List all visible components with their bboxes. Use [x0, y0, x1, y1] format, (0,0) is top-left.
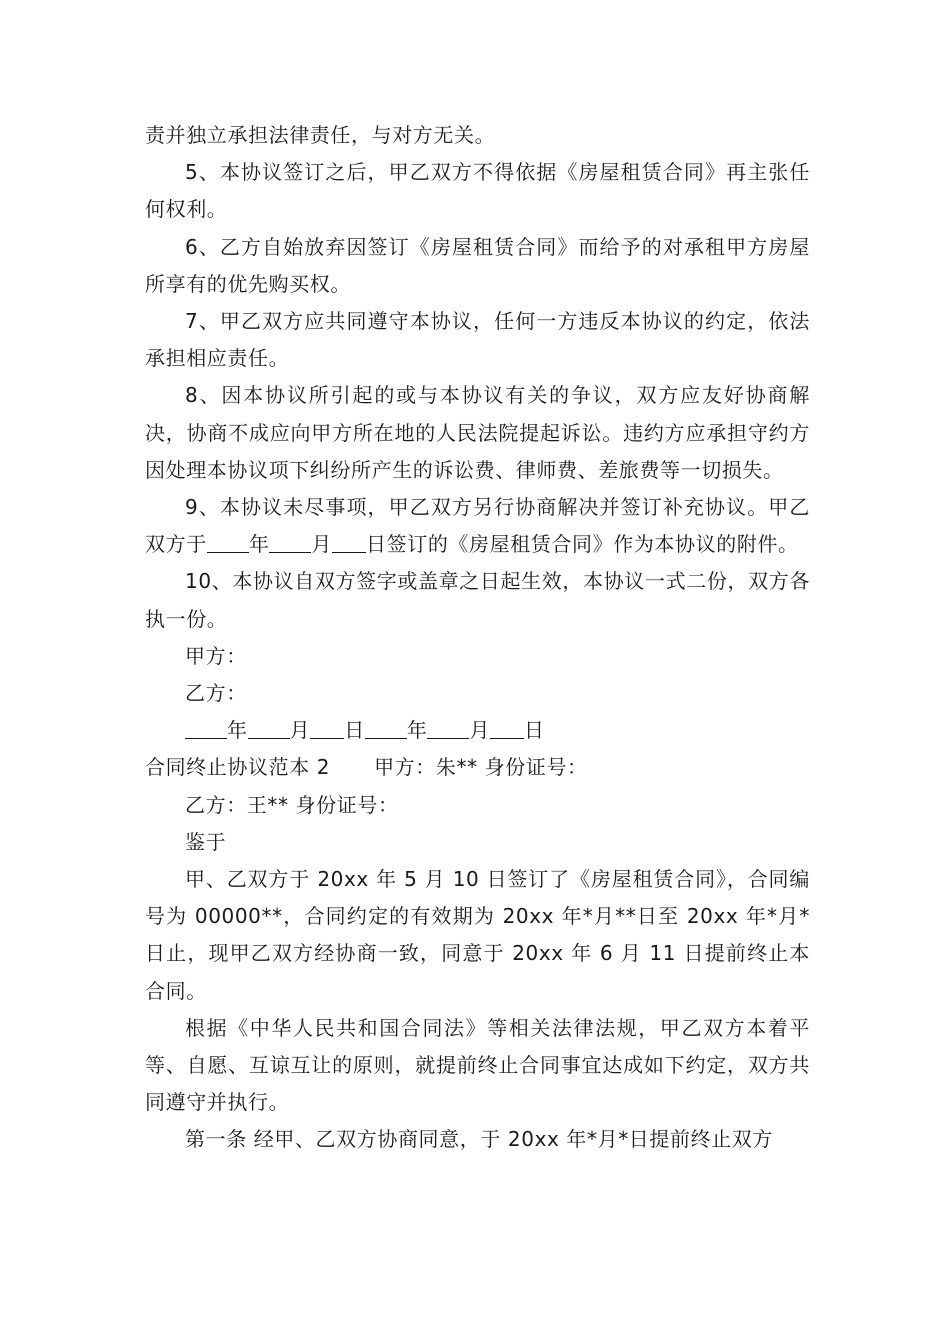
blank-month-b: [427, 714, 469, 739]
blank-day-b: [490, 714, 524, 739]
article-1: 第一条 经甲、乙双方协商同意，于 20xx 年*月*日提前终止双方: [185, 1127, 773, 1152]
clause-9-text-rest: 日签订的《房屋租赁合同》作为本协议的附件。: [366, 532, 799, 557]
clause-9-year: 年: [248, 532, 270, 557]
signature-party-a: 甲方：: [185, 643, 247, 668]
signature-party-b: 乙方：: [185, 681, 247, 706]
sample-header: [145, 749, 810, 786]
whereas-heading: 鉴于: [185, 829, 227, 854]
blank-day: [332, 528, 366, 553]
paragraph-liability: 责并独立承担法律责任，与对方无关。: [145, 123, 496, 147]
blank-month: [269, 528, 311, 553]
blank-month-a: [248, 714, 290, 739]
sample-title: 合同终止协议范本 2: [145, 755, 331, 780]
sample-party-b: 乙方：王** 身份证号：: [185, 792, 399, 817]
date-day-a: 日: [344, 718, 365, 743]
clause-9: [145, 489, 810, 563]
date-day-b: 日: [524, 718, 545, 743]
recital-paragraph: 甲、乙双方于 20xx 年 5 月 10 日签订了《房屋租赁合同》，合同编号为 00000**，合同约定的有效期为 20xx 年*月**日至 20xx 年*月*日止，现甲乙双方经协商一致，同意于 20xx 年 6 月 11 日提前终止本合同。: [145, 867, 810, 1003]
signature-dates: [145, 712, 810, 749]
clause-10: 10、本协议自双方签字或盖章之日起生效，本协议一式二份，双方各执一份。: [145, 569, 810, 631]
date-month-a: 月: [289, 718, 311, 743]
blank-year-b: [365, 714, 407, 739]
date-year-a: 年: [227, 718, 248, 743]
clause-5: 5、本协议签订之后，甲乙双方不得依据《房屋租赁合同》再主张任何权利。: [145, 160, 810, 222]
legal-basis-paragraph: 根据《中华人民共和国合同法》等相关法律法规，甲乙双方本着平等、自愿、互谅互让的原则，就提前终止合同事宜达成如下约定，双方共同遵守并执行。: [145, 1015, 810, 1115]
clause-9-month: 月: [311, 532, 333, 557]
sample-party-a: 甲方：朱** 身份证号：: [374, 755, 588, 780]
clause-8: 8、因本协议所引起的或与本协议有关的争议，双方应友好协商解决，协商不成应向甲方所在地的人民法院提起诉讼。违约方应承担守约方因处理本协议项下纠纷所产生的诉讼费、律师费、差旅费等一切损失。: [145, 383, 810, 482]
document-body: [145, 117, 810, 1159]
clause-7: 7、甲乙双方应共同遵守本协议，任何一方违反本协议的约定，依法承担相应责任。: [145, 309, 810, 371]
blank-year-a: [185, 714, 227, 739]
blank-day-a: [310, 714, 344, 739]
blank-year: [207, 528, 249, 553]
clause-9-text-a: 9、本协议未尽事项，甲乙双方另行协商解决并签订补充协议。甲乙双方于: [145, 495, 810, 557]
date-month-b: 月: [469, 718, 491, 743]
clause-6: 6、乙方自始放弃因签订《房屋租赁合同》而给予的对承租甲方房屋所享有的优先购买权。: [145, 234, 810, 296]
date-year-b: 年: [406, 718, 428, 743]
